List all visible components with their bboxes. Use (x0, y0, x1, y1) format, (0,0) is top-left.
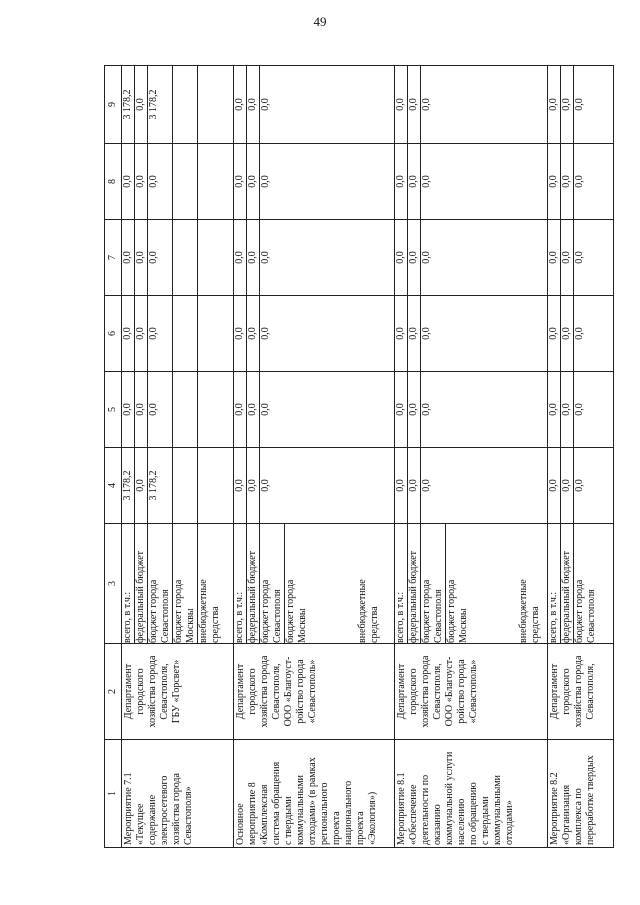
executor-line: Департамент (123, 663, 134, 720)
value: 0,0 (407, 448, 420, 523)
value: 0,0 (420, 448, 433, 523)
activity-line: оказанию (432, 804, 444, 845)
value: 0,0 (547, 175, 559, 188)
value: 0,0 (573, 220, 586, 295)
value: 0,0 (259, 144, 272, 219)
value-empty (197, 448, 222, 523)
executor-line: «Севастополь» (468, 659, 480, 724)
value: 3 178,2 (147, 448, 172, 523)
source-extrabudget: средства (530, 606, 542, 643)
executor-line: Севастополя, (584, 663, 596, 720)
value: 0,0 (573, 448, 586, 523)
header-cell: 1 (105, 740, 122, 848)
table-row (547, 66, 613, 848)
activity-line: населению (456, 798, 468, 845)
executor-line: ООО «Благоуст- (283, 656, 295, 727)
value-cell (395, 448, 548, 524)
value: 0,0 (234, 175, 246, 188)
executor-line: городского (247, 668, 259, 715)
value: 0,0 (246, 448, 259, 523)
value: 0,0 (147, 220, 172, 295)
value: 0,0 (407, 66, 420, 143)
source-sevastopol: Севастополя (160, 589, 171, 643)
value-cell (234, 296, 395, 372)
value: 0,0 (407, 144, 420, 219)
source-sevastopol: Севастополя (433, 589, 445, 643)
value: 0,0 (147, 372, 172, 447)
executor-cell (395, 644, 548, 740)
value: 0,0 (407, 296, 420, 371)
activity-line: деятельности по (420, 774, 432, 845)
value-cell (122, 448, 234, 524)
source-sevastopol: Севастополя (272, 589, 284, 643)
activity-line: с твердыми (283, 796, 295, 845)
activity-line: Мероприятие 8.2 (548, 772, 560, 845)
value: 0,0 (259, 220, 272, 295)
header-cell: 6 (105, 296, 122, 372)
value: 0,0 (259, 296, 272, 371)
activity-line: Основное (235, 803, 247, 845)
value: 0,0 (246, 144, 259, 219)
executor-line: городского (135, 668, 146, 715)
activity-line: мероприятие 8 (247, 782, 259, 845)
value-cell (547, 220, 613, 296)
header-cell: 3 (105, 524, 122, 644)
source-extrabudget: внебюджетные (518, 579, 530, 643)
value: 0,0 (560, 448, 573, 523)
activity-line: система обращения (271, 761, 283, 845)
header-cell: 9 (105, 66, 122, 144)
value-cell (547, 144, 613, 220)
header-row (105, 66, 122, 848)
value-empty (172, 296, 197, 371)
source-sevastopol: Севастополя (585, 589, 597, 643)
value-empty (172, 372, 197, 447)
value-cell (547, 372, 613, 448)
source-extrabudget: внебюджетные (357, 579, 369, 643)
activity-line: «Обеспечение (408, 784, 420, 845)
executor-line: «Севастополь» (307, 659, 319, 724)
value-empty (172, 66, 197, 143)
value: 0,0 (246, 372, 259, 447)
source-sevastopol: бюджет города (147, 524, 160, 643)
activity-line: «Текущее (135, 803, 146, 845)
source-federal: федеральный бюджет (560, 524, 573, 643)
value-cell (234, 220, 395, 296)
header-cell: 8 (105, 144, 122, 220)
value-cell (547, 448, 613, 524)
header-cell: 5 (105, 372, 122, 448)
source-extrabudget: средства (210, 606, 221, 643)
value: 0,0 (395, 98, 407, 111)
value: 0,0 (395, 403, 407, 416)
value-empty (197, 220, 222, 295)
activity-line: хозяйства города (171, 773, 182, 845)
budget-table (104, 65, 614, 848)
executor-line: ООО «Благоуст- (444, 656, 456, 727)
value: 0,0 (573, 372, 586, 447)
value-cell (547, 296, 613, 372)
value: 0,0 (420, 66, 433, 143)
value: 0,0 (246, 66, 259, 143)
activity-line: коммунальной услуги (444, 751, 456, 845)
activity-line: отходами» (в рамках (307, 757, 319, 845)
value-cell (395, 372, 548, 448)
activity-cell (122, 740, 234, 848)
executor-line: Севастополя, (432, 663, 444, 720)
value: 0,0 (259, 66, 272, 143)
activity-line: коммунальными (492, 775, 504, 845)
executor-line: хозяйства города (259, 655, 271, 728)
value: 0,0 (134, 296, 147, 371)
source-cell (547, 524, 613, 644)
value-cell (234, 144, 395, 220)
activity-line: коммунальными (295, 775, 307, 845)
activity-line: «Организация (560, 784, 572, 845)
value: 0,0 (420, 144, 433, 219)
value-cell (122, 144, 234, 220)
value: 0,0 (122, 327, 133, 340)
activity-line: отходами» (504, 800, 516, 845)
executor-line: городского (408, 668, 420, 715)
executor-line: хозяйства города (147, 655, 158, 728)
source-cell (395, 524, 548, 644)
value: 0,0 (246, 296, 259, 371)
source-moscow: бюджет города (445, 524, 458, 643)
executor-line: Департамент (548, 663, 560, 720)
value: 0,0 (420, 372, 433, 447)
activity-cell (395, 740, 548, 848)
activity-line: национального (343, 780, 355, 845)
executor-line: ГБУ «Горсвет» (171, 659, 182, 724)
table-row (234, 66, 395, 848)
value-cell (395, 144, 548, 220)
value: 0,0 (259, 448, 272, 523)
value: 0,0 (560, 296, 573, 371)
value: 0,0 (395, 251, 407, 264)
source-sevastopol: бюджет города (420, 524, 433, 643)
activity-line: Севастополя» (183, 786, 194, 845)
value: 0,0 (395, 175, 407, 188)
header-cell: 4 (105, 448, 122, 524)
activity-line: электросетевого (159, 775, 170, 845)
value-cell (122, 220, 234, 296)
source-sevastopol: бюджет города (259, 524, 272, 643)
executor-line: Севастополя, (159, 663, 170, 720)
source-total: всего, в т.ч.: (547, 591, 559, 643)
executor-cell (234, 644, 395, 740)
activity-line: переработке твердых (584, 755, 596, 845)
value-cell (122, 296, 234, 372)
source-cell (122, 524, 234, 644)
value: 0,0 (234, 98, 246, 111)
value: 0,0 (134, 220, 147, 295)
value: 0,0 (407, 372, 420, 447)
rotated-table-area (104, 66, 614, 848)
value: 0,0 (573, 296, 586, 371)
value-cell (395, 296, 548, 372)
value: 0,0 (547, 479, 559, 492)
value: 0,0 (234, 327, 246, 340)
executor-cell (547, 644, 613, 740)
value: 0,0 (560, 220, 573, 295)
source-total: всего, в т.ч.: (234, 591, 246, 643)
value: 0,0 (246, 220, 259, 295)
activity-line: с твердыми (480, 796, 492, 845)
source-total: всего, в т.ч.: (122, 591, 133, 643)
value: 0,0 (395, 327, 407, 340)
value-empty (197, 144, 222, 219)
source-federal: федеральный бюджет (134, 524, 147, 643)
value: 0,0 (122, 175, 133, 188)
value-empty (197, 372, 222, 447)
value-cell (234, 66, 395, 144)
value: 0,0 (560, 144, 573, 219)
value: 3 178,2 (147, 66, 172, 143)
activity-cell (547, 740, 613, 848)
source-total: всего, в т.ч.: (395, 591, 407, 643)
value: 0,0 (122, 403, 133, 416)
activity-line: проекта (331, 811, 343, 845)
executor-line: Департамент (396, 663, 408, 720)
value: 0,0 (547, 327, 559, 340)
value-empty (172, 220, 197, 295)
value-cell (395, 66, 548, 144)
source-extrabudget: средства (369, 606, 381, 643)
value: 0,0 (395, 479, 407, 492)
value: 0,0 (122, 251, 133, 264)
source-cell (234, 524, 395, 644)
activity-line: проекта (355, 811, 367, 845)
executor-line: хозяйства города (572, 655, 584, 728)
value: 0,0 (147, 296, 172, 371)
value: 0,0 (560, 372, 573, 447)
source-moscow: бюджет города (172, 524, 185, 643)
value: 0,0 (234, 251, 246, 264)
value: 0,0 (420, 220, 433, 295)
value-cell (547, 66, 613, 144)
value: 0,0 (259, 372, 272, 447)
value: 0,0 (547, 403, 559, 416)
executor-line: Департамент (235, 663, 247, 720)
value: 0,0 (134, 448, 147, 523)
activity-line: содержание (147, 794, 158, 845)
activity-line: по обращению (468, 782, 480, 845)
value-cell (234, 448, 395, 524)
activity-line: Мероприятие 7.1 (123, 772, 134, 845)
value-empty (197, 296, 222, 371)
value-empty (172, 144, 197, 219)
value: 0,0 (573, 144, 586, 219)
value: 0,0 (407, 220, 420, 295)
value: 0,0 (134, 144, 147, 219)
executor-line: хозяйства города (420, 655, 432, 728)
value: 0,0 (560, 66, 573, 143)
source-federal: федеральный бюджет (246, 524, 259, 643)
header-cell: 7 (105, 220, 122, 296)
page-number: 49 (313, 14, 327, 29)
activity-line: «Экология») (367, 791, 379, 845)
source-moscow: бюджет города (284, 524, 297, 643)
table-row (122, 66, 234, 848)
executor-cell (122, 644, 234, 740)
value-empty (197, 66, 222, 143)
value: 0,0 (573, 66, 586, 143)
activity-line: Мероприятие 8.1 (396, 772, 408, 845)
value: 0,0 (234, 403, 246, 416)
activity-line: «Комплексная (259, 784, 271, 845)
executor-line: городского (560, 668, 572, 715)
value-cell (122, 372, 234, 448)
source-sevastopol: бюджет города (573, 524, 586, 643)
rotated-table-container (104, 66, 614, 848)
activity-line: регионального (319, 782, 331, 845)
table-row (395, 66, 548, 848)
header-cell: 2 (105, 644, 122, 740)
source-moscow: Москвы (297, 608, 309, 643)
value: 0,0 (134, 372, 147, 447)
activity-cell (234, 740, 395, 848)
source-extrabudget: внебюджетные (197, 524, 210, 643)
value: 0,0 (547, 251, 559, 264)
source-moscow: Москвы (458, 608, 470, 643)
value: 0,0 (234, 479, 246, 492)
value-cell (395, 220, 548, 296)
value: 0,0 (134, 66, 147, 143)
activity-line: комплекса по (572, 788, 584, 845)
value: 3 178,2 (122, 470, 133, 501)
value-empty (172, 448, 197, 523)
value: 0,0 (147, 144, 172, 219)
source-federal: федеральный бюджет (407, 524, 420, 643)
executor-line: ройство города (295, 659, 307, 724)
executor-line: Севастополя, (271, 663, 283, 720)
source-moscow: Москвы (185, 608, 196, 643)
value: 0,0 (420, 296, 433, 371)
value: 3 178,2 (122, 89, 133, 120)
executor-line: ройство города (456, 659, 468, 724)
value-cell (122, 66, 234, 144)
value-cell (234, 372, 395, 448)
value: 0,0 (547, 98, 559, 111)
